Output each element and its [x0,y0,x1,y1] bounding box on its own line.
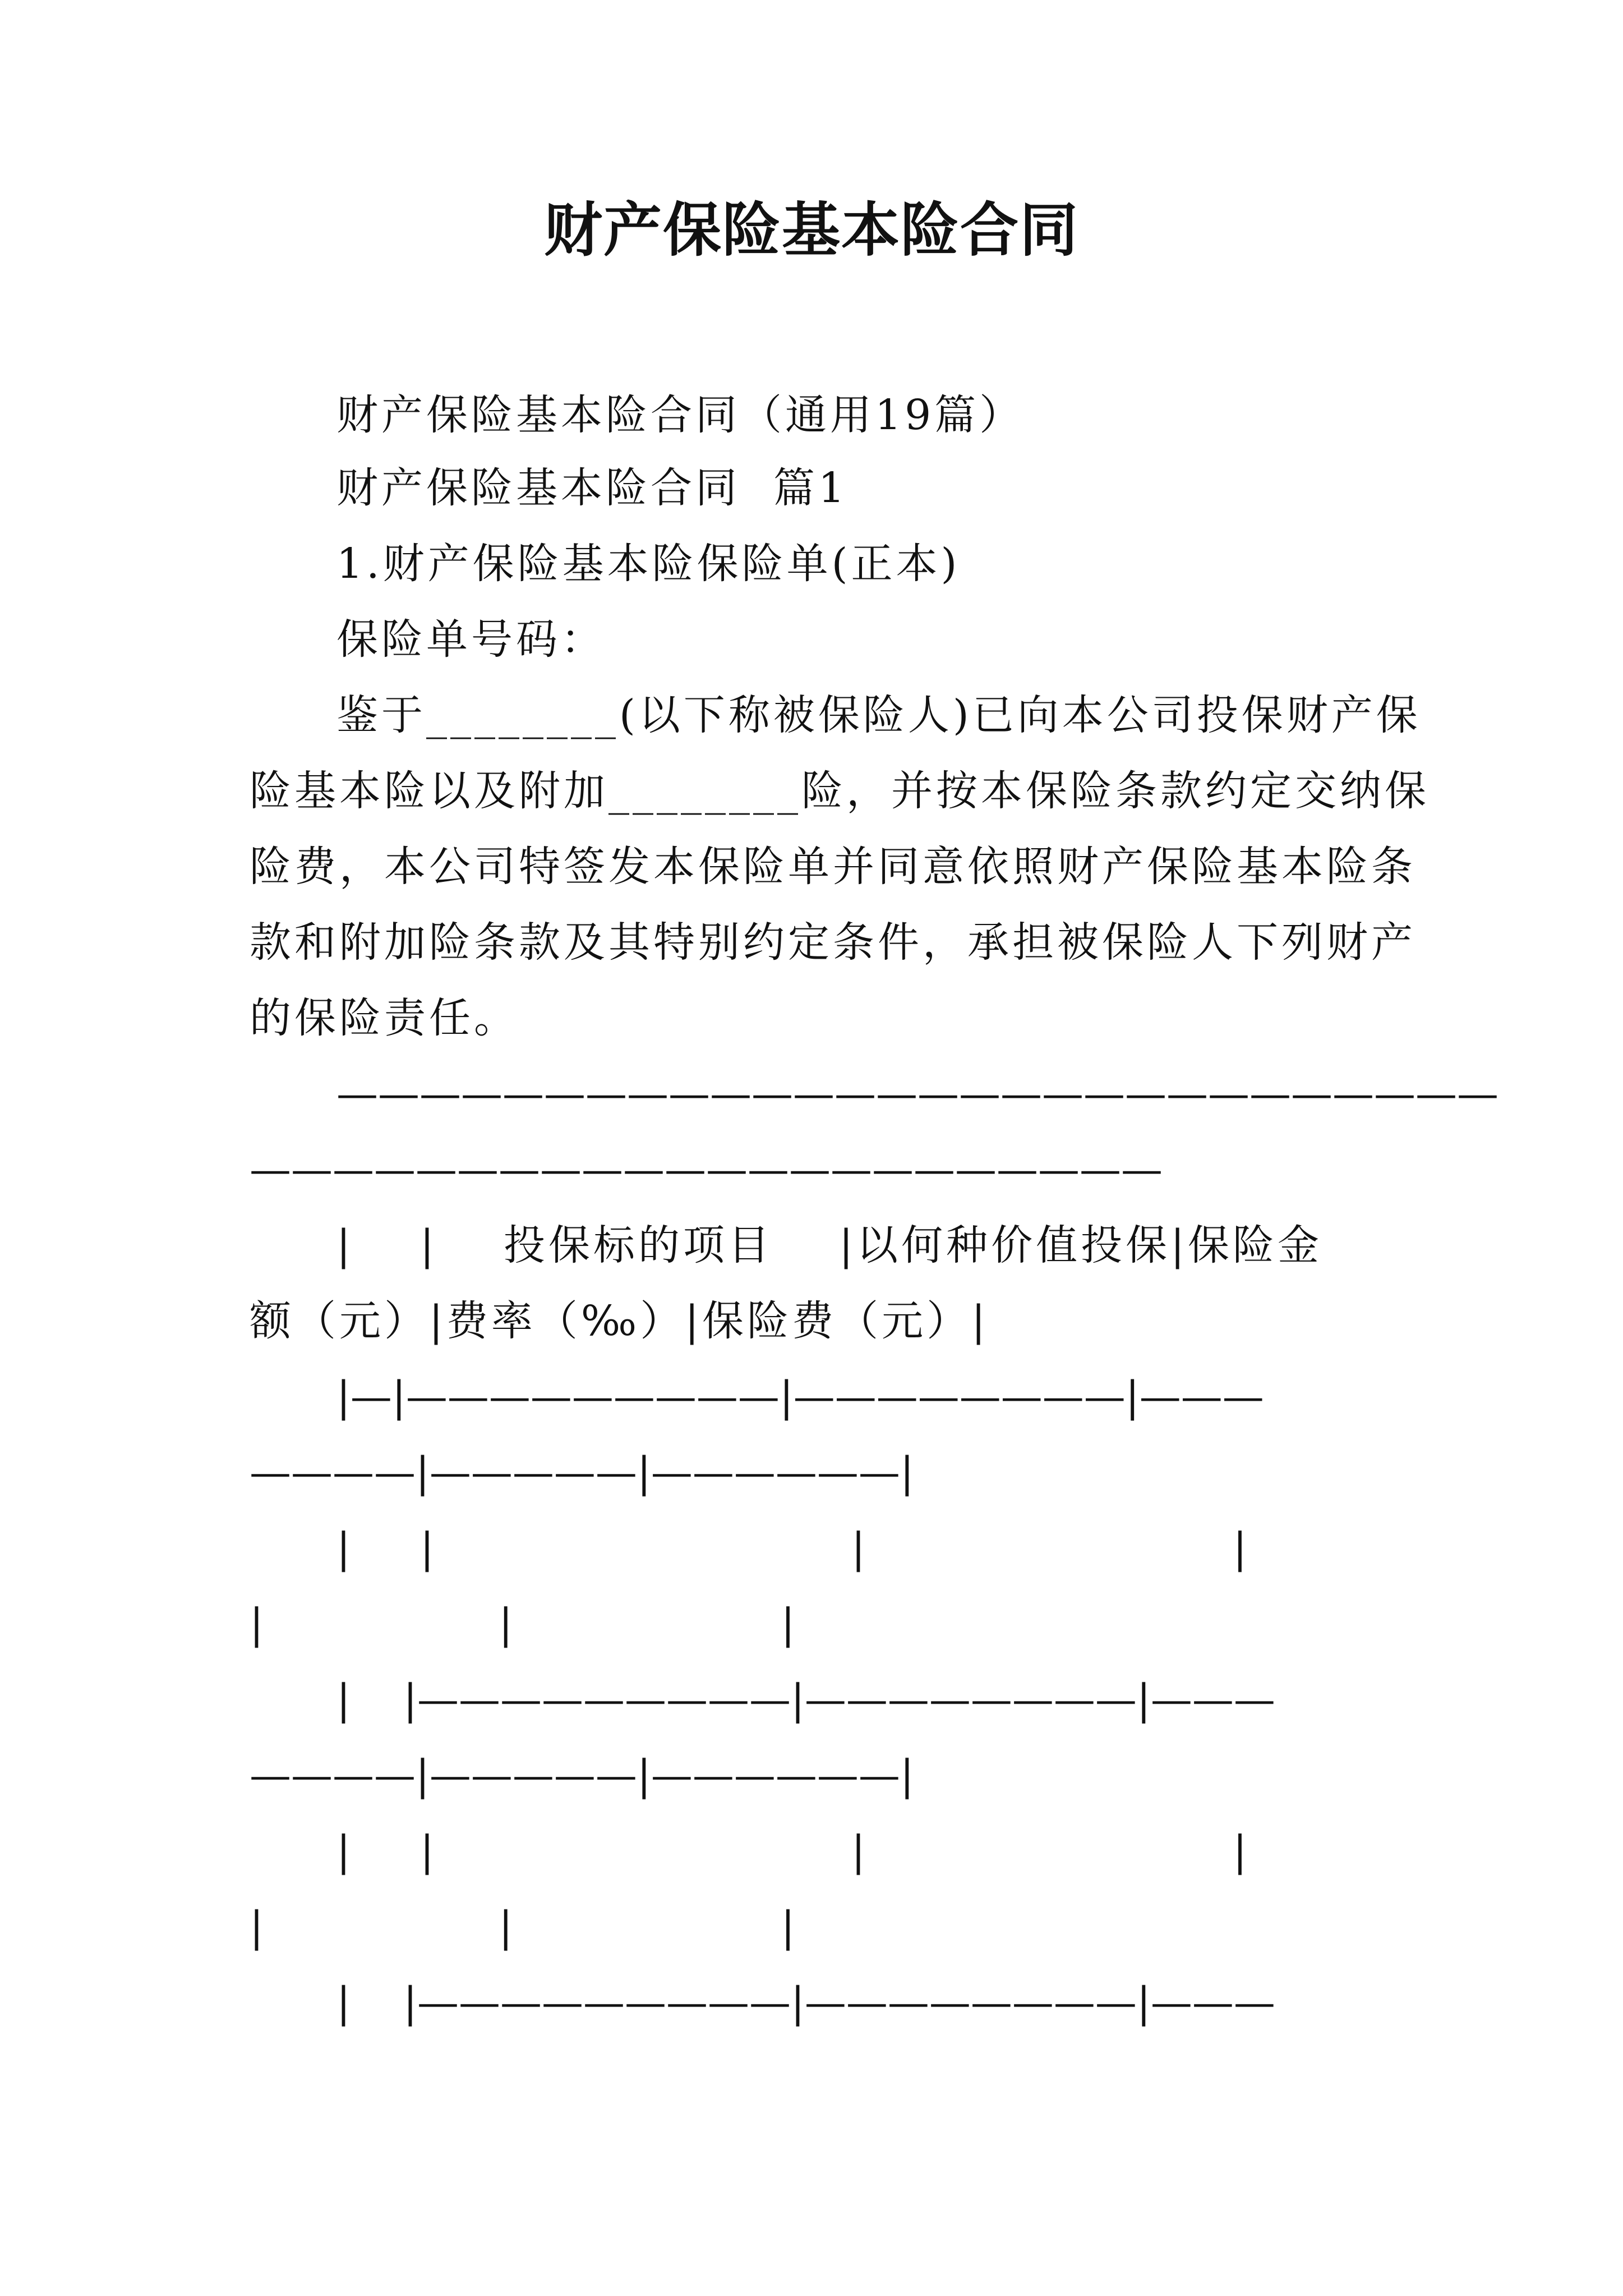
table-row-line: | | | [250,1600,799,1648]
table-header-line: 额（元）|费率（‰）|保险费（元）| [250,1297,989,1345]
policy-heading: 1.财产保险基本险保险单(正本) [336,540,961,588]
paragraph-line: 款和附加险条款及其特别约定条件，承担被保险人下列财产 [250,918,1416,967]
subtitle-line: 财产保险基本险合同（通用19篇） [336,391,1025,439]
document-title: 财产保险基本险合同 [543,196,1079,264]
paragraph-line: 鉴于________(以下称被保险人)已向本公司投保财产保 [336,691,1421,739]
table-separator-line: | |—————————|————————|——— [336,1978,1275,2027]
table-separator-line: |—|—————————|————————|——— [336,1373,1264,1421]
table-row-line: | | | [250,1903,799,1951]
table-separator-line: ————|—————|——————| [250,1751,914,1800]
table-separator-line: ————|—————|——————| [250,1448,914,1497]
paragraph-line: 险费，本公司特签发本保险单并同意依照财产保险基本险条 [250,843,1416,891]
table-border-line: ———————————————————————————— [336,1070,1498,1118]
table-border-line: —————————————————————— [250,1145,1163,1194]
table-separator-line: | |—————————|————————|——— [336,1676,1275,1724]
paragraph-line: 的保险责任。 [250,994,519,1042]
section-heading: 财产保险基本险合同 篇1 [336,464,849,512]
paragraph-line: 险基本险以及附加________险，并按本保险条款约定交纳保 [250,767,1430,815]
table-header-line: | | 投保标的项目 |以何种价值投保|保险金 [336,1221,1322,1269]
policy-number-label: 保险单号码： [336,615,606,664]
table-row-line: | | | | [336,1524,1251,1572]
table-row-line: | | | | [336,1827,1251,1875]
